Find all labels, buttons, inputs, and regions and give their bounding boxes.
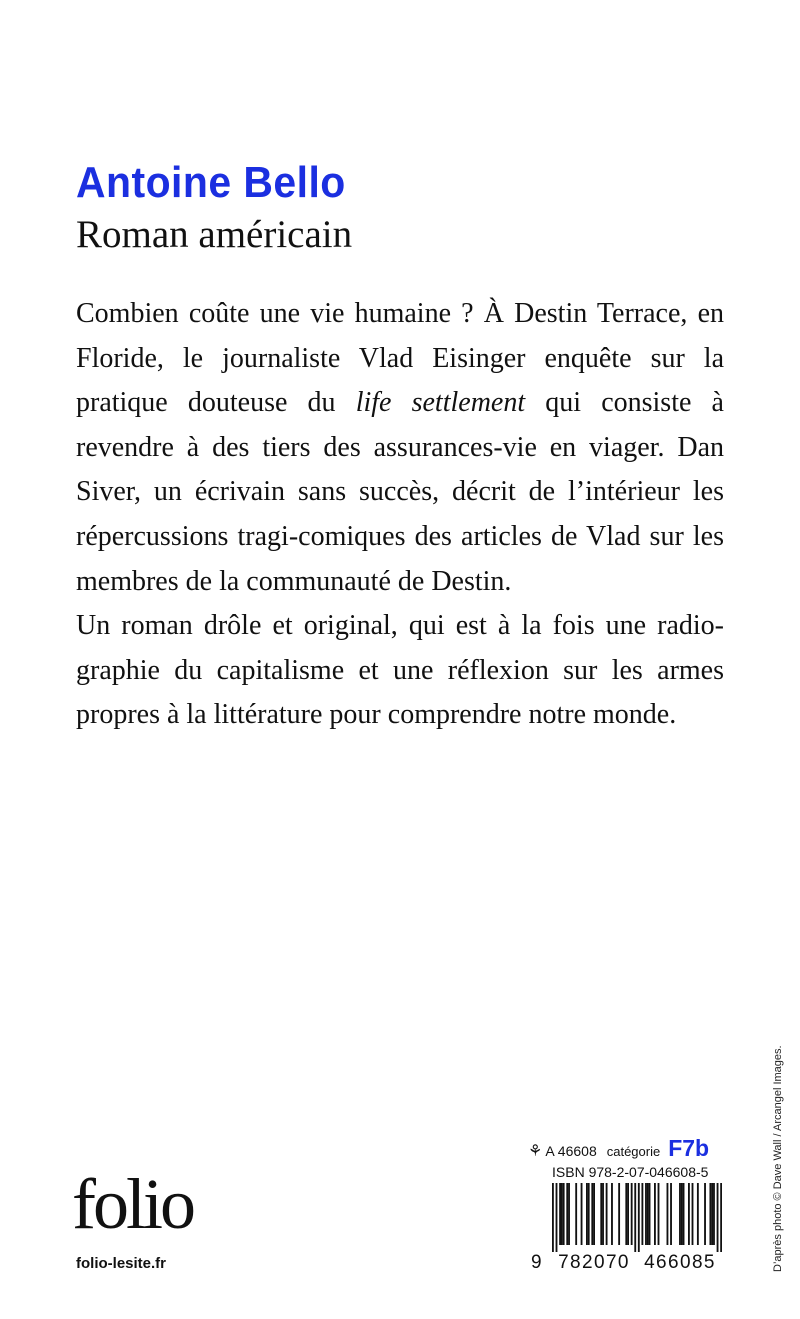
barcode-bar [611, 1183, 613, 1245]
barcode-bar [634, 1183, 636, 1252]
photo-credit: D’après photo © Dave Wall / Arcangel Images. [772, 1045, 784, 1272]
barcode-bar [697, 1183, 699, 1245]
publisher-site: folio-lesite.fr [76, 1255, 167, 1272]
barcode-bar [692, 1183, 694, 1245]
barcode-bar [602, 1183, 604, 1245]
blurb-paragraph-2: Un roman drôle et original, qui est à la fois une radio-graphie du capitalisme et une réflexion sur les armes propres à la littérature pour comprendre notre monde. [76, 610, 724, 731]
barcode-bar [647, 1183, 649, 1245]
barcode-bar [556, 1183, 558, 1252]
barcode-bar [606, 1183, 608, 1245]
barcode-bar [586, 1183, 588, 1245]
barcode-bar [625, 1183, 627, 1245]
barcode-bar [649, 1183, 651, 1245]
book-title: Roman américain [76, 213, 353, 256]
barcode-bar [591, 1183, 593, 1245]
blurb-paragraph-1 [76, 292, 724, 604]
barcode-bar [559, 1183, 561, 1245]
barcode-bar [720, 1183, 722, 1252]
barcode-bar [654, 1183, 656, 1245]
barcode-bar [667, 1183, 669, 1245]
barcode [552, 1183, 722, 1252]
barcode-bar [552, 1183, 554, 1252]
barcode-bar [627, 1183, 629, 1245]
reference-number: A 46608 [545, 1143, 597, 1159]
barcode-digits-left: 782070 [558, 1252, 630, 1273]
folio-mark-icon: ⚘ [528, 1143, 543, 1160]
barcode-bar [600, 1183, 602, 1245]
barcode-bar [683, 1183, 685, 1245]
blurb-p1-italic: life settlement [355, 387, 526, 419]
barcode-bar [561, 1183, 563, 1245]
barcode-bar [575, 1183, 577, 1245]
ref-row [528, 1135, 728, 1162]
barcode-bar [563, 1183, 565, 1245]
blurb-p1-start: Combien coûte une vie humaine ? À Destin Terrace, en Floride, le journaliste Vlad Eisinger enquête sur la pratique douteuse du [76, 298, 724, 419]
blurb-p1-end: qui consiste à revendre à des tiers des assurances-vie en viager. Dan Siver, un écrivain sans succès, décrit de l’intérieur les répercussions tragi-comiques des articles de Vlad sur les membres de la communauté de Destin. [76, 387, 724, 597]
category-label: catégorie [606, 1144, 661, 1159]
barcode-bars [552, 1183, 722, 1252]
barcode-bar [645, 1183, 647, 1245]
barcode-digits [531, 1252, 723, 1274]
barcode-digit-lead: 9 [531, 1252, 542, 1273]
barcode-bar [688, 1183, 690, 1245]
barcode-bar [588, 1183, 590, 1245]
barcode-bar [641, 1183, 643, 1245]
barcode-bar [658, 1183, 660, 1245]
barcode-bar [593, 1183, 595, 1245]
barcode-bar [568, 1183, 570, 1245]
blurb [76, 292, 724, 738]
barcode-bar [638, 1183, 640, 1252]
barcode-bar [709, 1183, 711, 1245]
barcode-bar [711, 1183, 713, 1245]
barcode-bar [679, 1183, 681, 1245]
barcode-bar [566, 1183, 568, 1245]
barcode-bar [631, 1183, 633, 1245]
barcode-bar [581, 1183, 583, 1245]
barcode-bar [717, 1183, 719, 1252]
isbn: ISBN 978-2-07-046608-5 [552, 1164, 709, 1180]
barcode-digits-right: 466085 [644, 1252, 716, 1273]
publisher-logo: folio [72, 1164, 193, 1244]
barcode-bar [670, 1183, 672, 1245]
author-name: Antoine Bello [76, 158, 346, 207]
barcode-bar [713, 1183, 715, 1245]
barcode-bar [681, 1183, 683, 1245]
category-code: F7b [668, 1135, 710, 1161]
barcode-bar [618, 1183, 620, 1245]
back-codes [528, 1135, 728, 1180]
barcode-bar [704, 1183, 706, 1245]
